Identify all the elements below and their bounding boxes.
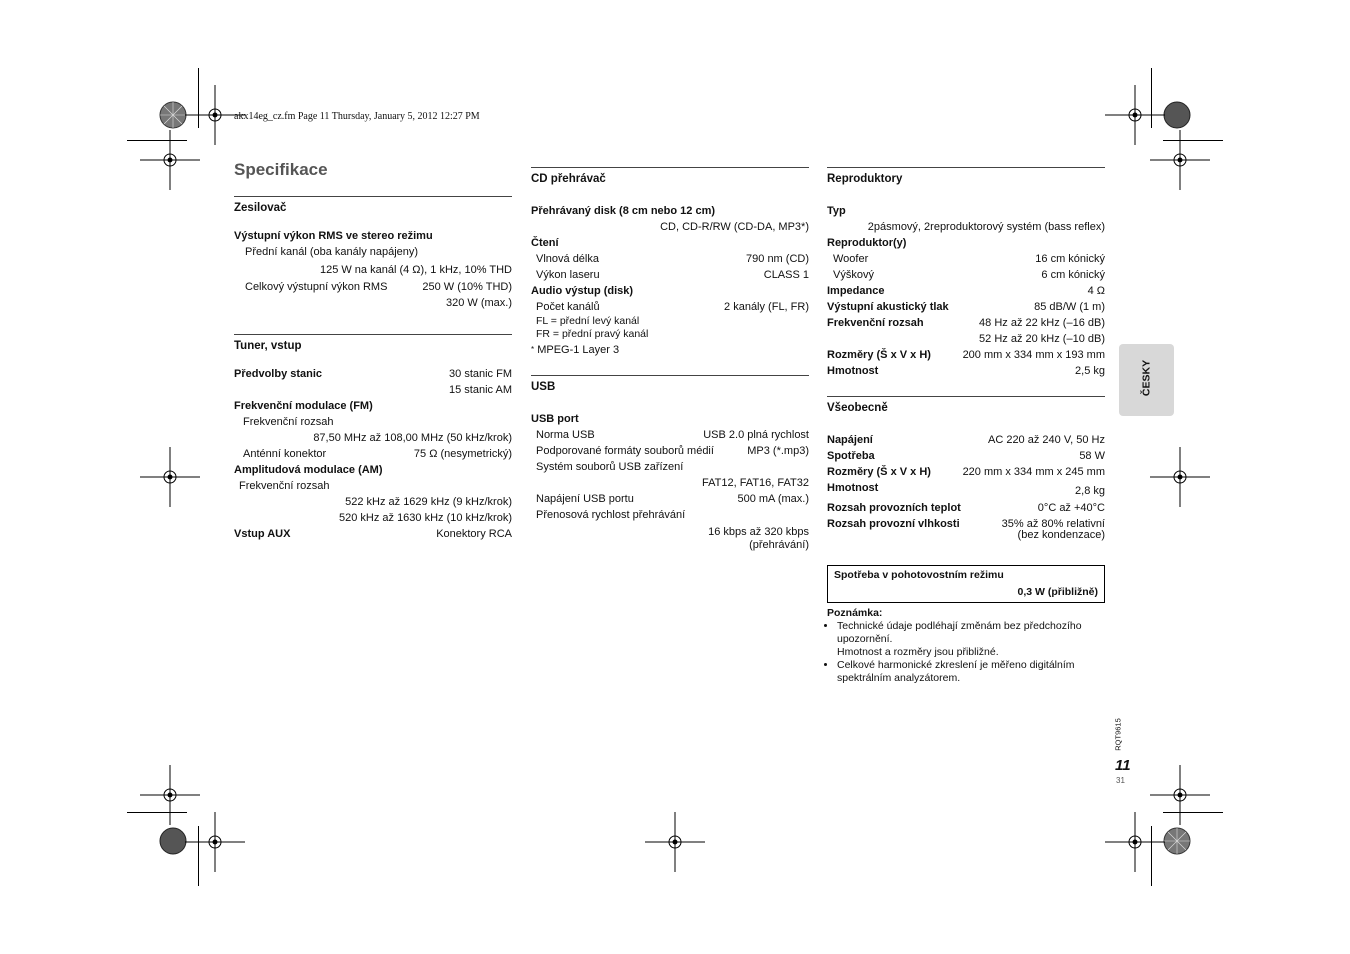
spec-label: Frekvenční modulace (FM)	[234, 400, 373, 412]
spec-value: Konektory RCA	[436, 528, 512, 540]
column-right	[827, 167, 1105, 685]
spec-value: 522 kHz až 1629 kHz (9 kHz/krok)	[345, 496, 512, 508]
spec-value: 500 mA (max.)	[737, 493, 809, 505]
spec-value: 2,5 kg	[1075, 365, 1105, 377]
section-heading-tuner: Tuner, vstup	[234, 334, 512, 366]
spec-value: 2pásmový, 2reproduktorový systém (bass reflex)	[867, 221, 1105, 233]
spec-label: Přední kanál (oba kanály napájeny)	[245, 246, 419, 258]
note-heading: Poznámka:	[827, 607, 883, 619]
crosshair-mark-icon	[140, 447, 200, 507]
channel-note: FR = přední pravý kanál	[536, 328, 649, 340]
trim-line	[198, 826, 199, 886]
trim-line	[1151, 68, 1152, 128]
spec-value: MP3 (*.mp3)	[747, 445, 809, 457]
spec-label: Anténní konektor	[243, 448, 327, 460]
spec-label: Reproduktor(y)	[827, 237, 907, 249]
spec-label: Woofer	[833, 253, 869, 265]
spec-value: 6 cm kónický	[1041, 269, 1105, 281]
spec-label: Výstupní akustický tlak	[827, 301, 949, 313]
spec-value: 2,8 kg	[1075, 485, 1105, 497]
trim-line	[1151, 826, 1152, 886]
language-tab-label: ČESKY	[1140, 359, 1153, 397]
section-heading-amplifier: Zesilovač	[234, 196, 512, 228]
spec-label: Amplitudová modulace (AM)	[234, 464, 383, 476]
spec-value: 250 W (10% THD)	[422, 281, 512, 293]
spec-value: 2 kanály (FL, FR)	[724, 301, 809, 313]
spec-value: 0°C až +40°C	[1037, 502, 1105, 514]
spec-label: USB port	[531, 413, 579, 425]
spec-value: 87,50 MHz až 108,00 MHz (50 kHz/krok)	[313, 432, 512, 444]
registration-mark-icon	[1162, 826, 1192, 856]
spec-label: Spotřeba	[827, 450, 875, 462]
spec-value: (přehrávání)	[749, 539, 809, 551]
registration-mark-icon	[1162, 100, 1192, 130]
section-heading-speakers: Reproduktory	[827, 167, 1105, 203]
spec-label: Celkový výstupní výkon RMS	[245, 281, 388, 293]
spec-label: Rozsah provozních teplot	[827, 502, 961, 514]
column-left	[234, 160, 512, 542]
spec-label: Napájení	[827, 434, 873, 446]
spec-label: Počet kanálů	[536, 301, 600, 313]
trim-line	[1163, 812, 1223, 813]
spec-label: Hmotnost	[827, 365, 879, 377]
spec-label: Norma USB	[536, 429, 595, 441]
spec-value: 48 Hz až 22 kHz (–16 dB)	[979, 317, 1105, 329]
spec-value: 220 mm x 334 mm x 245 mm	[962, 466, 1105, 478]
spec-label: Impedance	[827, 285, 885, 297]
spec-value: (bez kondenzace)	[1017, 529, 1105, 541]
note-block	[827, 607, 1105, 685]
trim-line	[127, 140, 187, 141]
spec-label: Frekvenční rozsah	[827, 317, 924, 329]
spec-value: 58 W	[1079, 450, 1105, 462]
spec-label: Přehrávaný disk (8 cm nebo 12 cm)	[531, 205, 716, 217]
spec-label: Rozsah provozní vlhkosti	[827, 518, 960, 530]
spec-label: Čtení	[531, 237, 559, 249]
document-code: RQT9615	[1113, 718, 1123, 751]
registration-mark-icon	[158, 100, 188, 130]
page-sequence-number: 31	[1116, 776, 1125, 785]
spec-label: Vstup AUX	[234, 528, 291, 540]
footnote: * MPEG-1 Layer 3	[531, 344, 620, 356]
spec-value: 790 nm (CD)	[746, 253, 809, 265]
spec-value: CD, CD-R/RW (CD-DA, MP3*)	[660, 221, 809, 233]
spec-label: Výkon laseru	[536, 269, 600, 281]
crosshair-mark-icon	[1105, 812, 1165, 872]
spec-value: 52 Hz až 20 kHz (–10 dB)	[979, 333, 1105, 345]
spec-value: 75 Ω (nesymetrický)	[413, 448, 512, 460]
page-title: Specifikace	[234, 160, 328, 179]
standby-value: 0,3 W (přibližně)	[1017, 586, 1098, 598]
spec-value: 320 W (max.)	[445, 297, 512, 309]
spec-label: Frekvenční rozsah	[243, 416, 334, 428]
spec-label: Systém souborů USB zařízení	[536, 461, 684, 473]
spec-value: 125 W na kanál (4 Ω), 1 kHz, 10% THD	[319, 264, 512, 276]
spec-value: 85 dB/W (1 m)	[1034, 301, 1105, 313]
spec-value: 200 mm x 334 mm x 193 mm	[962, 349, 1105, 361]
spec-value: 4 Ω	[1087, 285, 1105, 297]
section-heading-usb: USB	[531, 375, 809, 411]
spec-label: Přenosová rychlost přehrávání	[536, 509, 686, 521]
note-item: • Technické údaje podléhají změnám bez předchozího upozornění. Hmotnost a rozměry jsou přibližné.	[837, 620, 1105, 659]
trim-line	[127, 812, 187, 813]
spec-label: Výškový	[833, 269, 874, 281]
spec-value: 30 stanic FM	[449, 368, 512, 380]
spec-label: Frekvenční rozsah	[239, 480, 330, 492]
channel-note: FL = přední levý kanál	[536, 315, 640, 327]
standby-label: Spotřeba v pohotovostním režimu	[834, 569, 1004, 581]
spec-label: Vlnová délka	[536, 253, 599, 265]
spec-label: Audio výstup (disk)	[531, 285, 634, 297]
spec-label: Napájení USB portu	[536, 493, 634, 505]
standby-box	[827, 565, 1105, 603]
file-info-line: akx14eg_cz.fm Page 11 Thursday, January 5, 2012 12:27 PM	[234, 111, 480, 122]
spec-value: AC 220 až 240 V, 50 Hz	[987, 434, 1105, 446]
spec-label: Hmotnost	[827, 482, 879, 494]
section-heading-cd: CD přehrávač	[531, 167, 809, 203]
note-item: • Celkové harmonické zkreslení je měřeno digitálním spektrálním analyzátorem.	[837, 659, 1105, 685]
spec-value: CLASS 1	[763, 269, 809, 281]
crosshair-mark-icon	[1150, 447, 1210, 507]
spec-value: 35% až 80% relativní	[1001, 518, 1105, 530]
spec-label: Typ	[827, 205, 846, 217]
spec-value: 520 kHz až 1630 kHz (10 kHz/krok)	[338, 512, 512, 524]
spec-value: 15 stanic AM	[449, 384, 512, 396]
spec-label: Podporované formáty souborů médií	[536, 445, 714, 457]
spec-label: Výstupní výkon RMS ve stereo režimu	[234, 230, 433, 242]
spec-value: USB 2.0 plná rychlost	[703, 429, 809, 441]
spec-label: Předvolby stanic	[234, 368, 323, 380]
column-middle	[531, 167, 809, 552]
spec-label: Rozměry (Š x V x H)	[827, 466, 931, 478]
language-tab	[1119, 344, 1174, 416]
trim-line	[1163, 140, 1223, 141]
spec-value: FAT12, FAT16, FAT32	[702, 477, 809, 489]
registration-mark-icon	[158, 826, 188, 856]
crosshair-mark-icon	[1150, 130, 1210, 190]
spec-value: 16 kbps až 320 kbps	[708, 526, 809, 538]
crosshair-mark-icon	[185, 812, 245, 872]
spec-value: 16 cm kónický	[1035, 253, 1105, 265]
crosshair-mark-icon	[645, 812, 705, 872]
trim-line	[198, 68, 199, 128]
section-heading-general: Všeobecně	[827, 396, 1105, 432]
spec-label: Rozměry (Š x V x H)	[827, 349, 931, 361]
footnote-mark: *	[531, 345, 535, 354]
page-number: 11	[1115, 757, 1131, 774]
